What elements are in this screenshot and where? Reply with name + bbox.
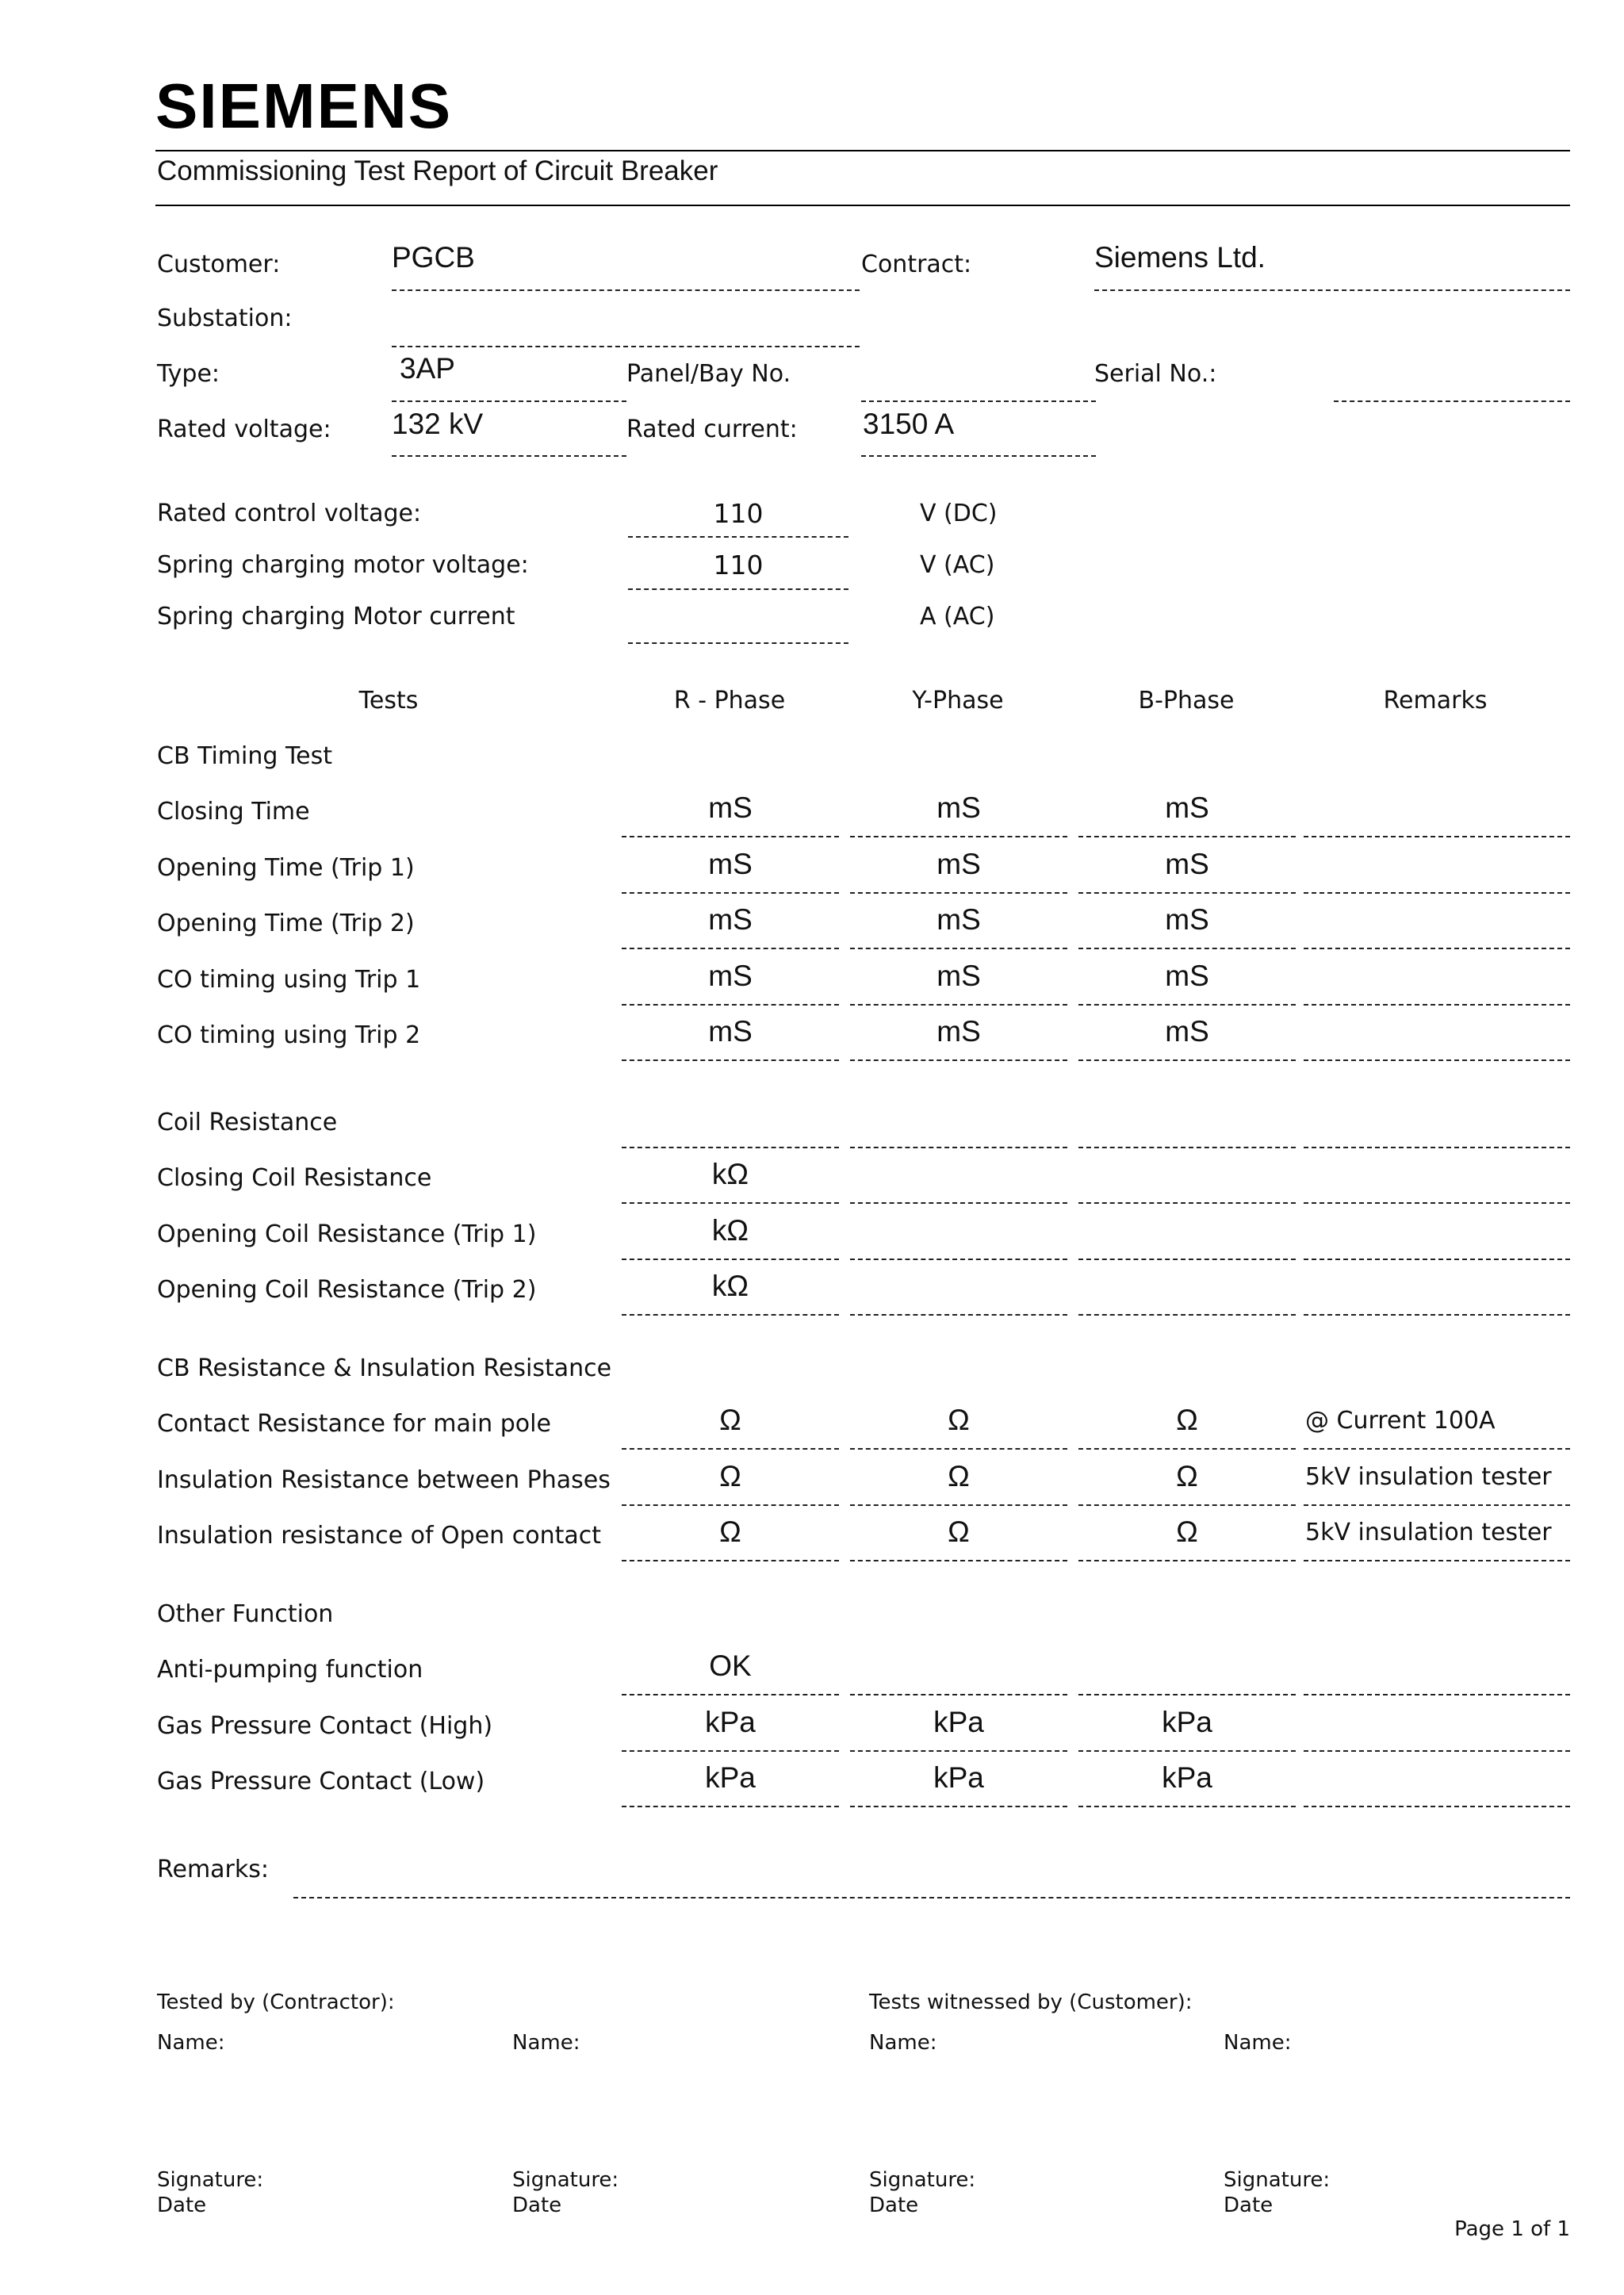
test-cell[interactable]: kΩ [711,1158,749,1190]
test-cell[interactable]: mS [1165,903,1209,936]
cell-underline [1304,836,1570,837]
header-y-phase: Y-Phase [912,687,1004,715]
cell-underline [850,1202,1067,1204]
test-label: Anti-pumping function [157,1656,423,1684]
cell-underline [622,1806,839,1807]
header-bottom-rule [155,205,1570,206]
remarks-line[interactable] [293,1897,1570,1898]
cell-underline [1304,1314,1570,1316]
customer-value[interactable]: PGCB [392,241,475,274]
name-label: Name: [869,2031,937,2055]
cell-underline [850,948,1067,949]
test-label: Closing Coil Resistance [157,1164,432,1192]
test-cell[interactable]: mS [936,1015,981,1048]
rating-unit: A (AC) [920,603,995,630]
test-cell[interactable]: kPa [705,1761,756,1794]
date-label: Date [869,2193,919,2217]
cell-underline [622,1504,839,1506]
rating-value[interactable]: 110 [713,498,764,529]
serial-label: Serial No.: [1094,360,1217,388]
rating-label: Rated control voltage: [157,500,422,527]
test-cell[interactable]: mS [708,1015,753,1048]
test-label: Insulation Resistance between Phases [157,1466,611,1494]
test-cell[interactable]: kPa [933,1706,984,1738]
test-label: Gas Pressure Contact (High) [157,1712,493,1740]
rated-current-label: Rated current: [626,416,798,443]
cell-underline [1078,1004,1296,1006]
date-label: Date [157,2193,207,2217]
siemens-logo: SIEMENS [155,71,453,141]
rating-label: Spring charging motor voltage: [157,551,529,579]
cell-underline [1078,1147,1296,1148]
serial-underline [1334,400,1570,402]
test-label: Gas Pressure Contact (Low) [157,1768,485,1795]
rating-underline [628,536,848,538]
cell-underline [850,1504,1067,1506]
section-title: Coil Resistance [157,1109,338,1136]
section-title: CB Timing Test [157,742,333,770]
cell-underline [622,1694,839,1695]
cell-underline [1304,1259,1570,1260]
signature-label: Signature: [512,2168,619,2192]
cell-underline [622,1147,839,1148]
panel-underline [861,400,1096,402]
section-title: CB Resistance & Insulation Resistance [157,1354,612,1382]
cell-underline [1304,1806,1570,1807]
test-label: Closing Time [157,798,310,826]
cell-underline [1304,1504,1570,1506]
contract-value[interactable]: Siemens Ltd. [1094,241,1266,274]
rating-label: Spring charging Motor current [157,603,515,630]
cell-underline [1078,892,1296,894]
substation-label: Substation: [157,305,293,332]
customer-label: Customer: [157,251,281,278]
test-cell[interactable]: mS [936,848,981,880]
cell-underline [850,1694,1067,1695]
type-value[interactable]: 3AP [400,352,455,385]
test-cell[interactable]: Ω [1176,1404,1198,1436]
test-label: CO timing using Trip 2 [157,1021,421,1049]
test-cell[interactable]: kPa [933,1761,984,1794]
cell-underline [1304,1694,1570,1695]
test-cell[interactable]: Ω [719,1515,741,1548]
contract-underline [1094,289,1570,291]
test-label: Opening Time (Trip 2) [157,910,415,937]
test-label: Opening Time (Trip 1) [157,854,415,882]
cell-underline [1078,1560,1296,1561]
test-cell[interactable]: kΩ [711,1270,749,1302]
cell-underline [1304,1059,1570,1061]
cell-underline [1304,948,1570,949]
test-cell[interactable]: mS [936,903,981,936]
cell-underline [622,836,839,837]
test-cell[interactable]: mS [1165,960,1209,992]
test-remark[interactable]: 5kV insulation tester [1305,1463,1552,1491]
cell-underline [622,1750,839,1752]
name-label: Name: [1224,2031,1292,2055]
test-cell[interactable]: mS [708,791,753,824]
date-label: Date [512,2193,562,2217]
cell-underline [850,1259,1067,1260]
cell-underline [1304,1004,1570,1006]
cell-underline [1078,1259,1296,1260]
cell-underline [1304,1202,1570,1204]
cell-underline [1078,948,1296,949]
cell-underline [1078,1448,1296,1450]
page-number: Page 1 of 1 [1454,2217,1570,2241]
test-cell[interactable]: mS [936,960,981,992]
test-cell[interactable]: Ω [1176,1515,1198,1548]
header-tests: Tests [358,687,419,715]
signature-label: Signature: [157,2168,264,2192]
cell-underline [850,1750,1067,1752]
test-cell[interactable]: mS [708,848,753,880]
rating-value[interactable]: 110 [713,550,764,580]
cell-underline [1304,1560,1570,1561]
signature-label: Signature: [1224,2168,1331,2192]
cell-underline [1304,1147,1570,1148]
name-label: Name: [157,2031,225,2055]
cell-underline [622,1314,839,1316]
cell-underline [622,948,839,949]
test-cell[interactable]: mS [1165,848,1209,880]
panel-label: Panel/Bay No. [626,360,791,388]
cell-underline [1078,836,1296,837]
test-cell[interactable]: Ω [1176,1460,1198,1492]
remarks-label: Remarks: [157,1856,270,1883]
test-cell[interactable]: kPa [705,1706,756,1738]
cell-underline [1078,1694,1296,1695]
cell-underline [622,1004,839,1006]
header-r-phase: R - Phase [673,687,786,715]
test-cell[interactable]: Ω [948,1515,970,1548]
rated-current-value[interactable]: 3150 A [863,408,955,440]
test-cell[interactable]: OK [709,1649,752,1682]
cell-underline [622,1560,839,1561]
name-label: Name: [512,2031,580,2055]
cell-underline [1078,1202,1296,1204]
cell-underline [622,892,839,894]
cell-underline [1078,1750,1296,1752]
test-label: CO timing using Trip 1 [157,966,421,994]
cell-underline [850,1806,1067,1807]
contract-label: Contract: [861,251,972,278]
cell-underline [1078,1504,1296,1506]
type-label: Type: [157,360,220,388]
test-label: Insulation resistance of Open contact [157,1522,601,1550]
rated-voltage-label: Rated voltage: [157,416,331,443]
test-cell[interactable]: kΩ [711,1214,749,1247]
cell-underline [1078,1314,1296,1316]
header-top-rule [155,150,1570,151]
customer-underline [392,289,860,291]
test-cell[interactable]: mS [1165,1015,1209,1048]
test-cell[interactable]: mS [1165,791,1209,824]
cell-underline [1304,1448,1570,1450]
test-label: Opening Coil Resistance (Trip 1) [157,1220,537,1248]
test-label: Opening Coil Resistance (Trip 2) [157,1276,537,1304]
cell-underline [622,1059,839,1061]
rated-voltage-underline [392,455,626,457]
test-cell[interactable]: Ω [719,1460,741,1492]
rating-underline [628,588,848,590]
rating-unit: V (DC) [920,500,998,527]
cell-underline [850,1004,1067,1006]
cell-underline [1304,1750,1570,1752]
test-cell[interactable]: Ω [719,1404,741,1436]
cell-underline [850,1059,1067,1061]
cell-underline [850,1314,1067,1316]
cell-underline [850,836,1067,837]
test-cell[interactable]: kPa [1162,1706,1212,1738]
cell-underline [622,1259,839,1260]
test-remark[interactable]: @ Current 100A [1305,1407,1496,1435]
test-cell[interactable]: mS [936,791,981,824]
cell-underline [850,892,1067,894]
test-remark[interactable]: 5kV insulation tester [1305,1519,1552,1546]
rated-voltage-value[interactable]: 132 kV [392,408,484,440]
date-label: Date [1224,2193,1274,2217]
cell-underline [622,1202,839,1204]
cell-underline [1304,892,1570,894]
header-b-phase: B-Phase [1138,687,1235,715]
cell-underline [850,1560,1067,1561]
report-title: Commissioning Test Report of Circuit Breaker [157,155,718,186]
test-label: Contact Resistance for main pole [157,1410,551,1438]
type-underline [392,400,626,402]
test-cell[interactable]: kPa [1162,1761,1212,1794]
test-cell[interactable]: mS [708,903,753,936]
section-title: Other Function [157,1600,334,1628]
cell-underline [1078,1059,1296,1061]
test-cell[interactable]: Ω [948,1404,970,1436]
test-cell[interactable]: mS [708,960,753,992]
header-remarks: Remarks [1383,687,1488,715]
tested-by-label: Tested by (Contractor): [157,1990,395,2014]
cell-underline [622,1448,839,1450]
cell-underline [850,1448,1067,1450]
witnessed-by-label: Tests witnessed by (Customer): [869,1990,1193,2014]
rating-underline [628,642,848,644]
rating-unit: V (AC) [920,551,995,579]
cell-underline [850,1147,1067,1148]
signature-label: Signature: [869,2168,976,2192]
test-cell[interactable]: Ω [948,1460,970,1492]
cell-underline [1078,1806,1296,1807]
substation-underline [392,346,860,347]
rated-current-underline [861,455,1096,457]
